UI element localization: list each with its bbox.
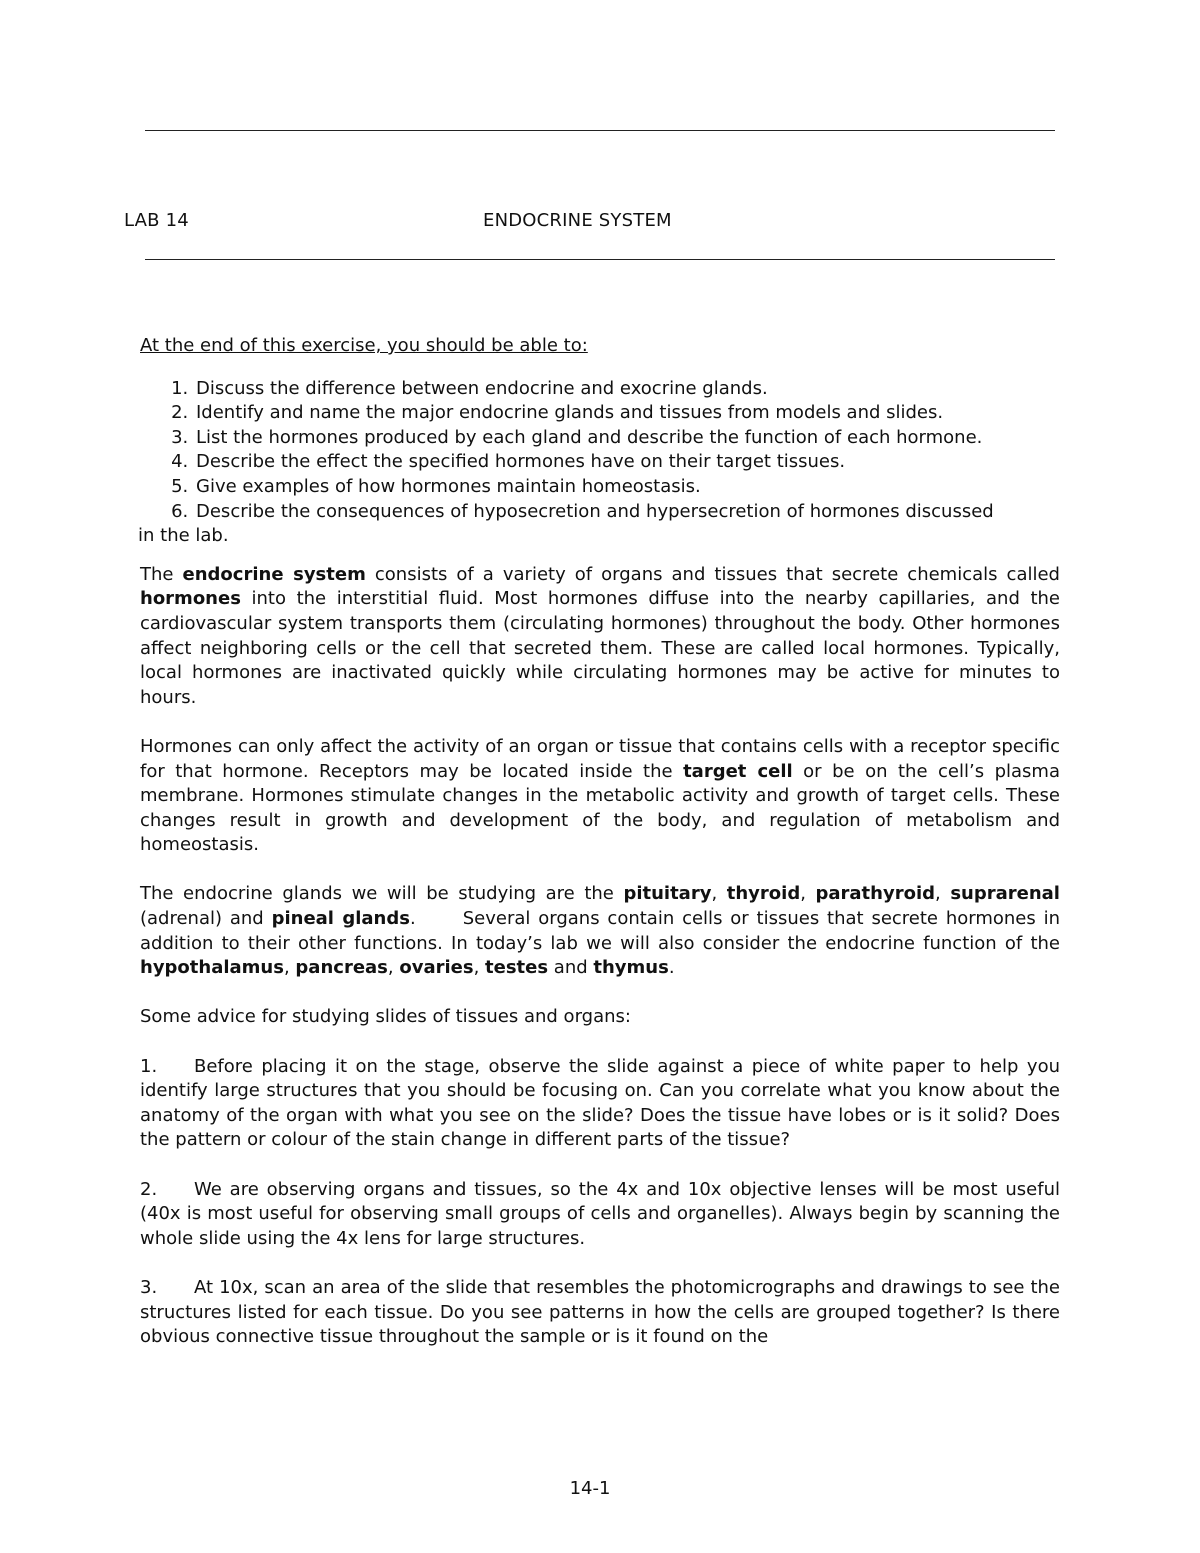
term-pineal-glands: pineal glands bbox=[271, 908, 410, 930]
text-run: , bbox=[935, 883, 951, 905]
objective-item: 4. Describe the effect the specified hormones have on their target tissues. bbox=[194, 450, 1060, 475]
text-run: or be on the cell’s plasma membrane. Hormones stimulate changes in the metabolic activity and growth of target cells. These changes result in growth and development of the body, and regulation of metabolism and homeostasis. bbox=[140, 760, 1060, 856]
text-run: into the interstitial fluid. Most hormones diffuse into the nearby capillaries, and the cardiovascular system transports them (circulating hormones) throughout the body. Other hormones affect neighboring cells or the cell that secreted them. These are called local hormones. Typically, local hormones are inactivated quickly while circulating hormones may be active for minutes to hours. bbox=[140, 588, 1060, 708]
text-run: . Several organs contain cells or tissues that secrete hormones in addition to their other functions. In today’s lab we will also consider the endocrine function of the bbox=[140, 908, 1066, 954]
advice-text: At 10x, scan an area of the slide that resembles the photomicrographs and drawings to see the structures listed for each tissue. Do you see patterns in how the cells are grouped together? Is there obvious connective tissue throughout the sample or is it found on the bbox=[140, 1276, 1060, 1348]
term-hypothalamus: hypothalamus bbox=[140, 957, 284, 979]
page-number: 14-1 bbox=[569, 1478, 611, 1499]
objective-item: 6. Describe the consequences of hyposecretion and hypersecretion of hormones discussed bbox=[194, 500, 1060, 525]
advice-text: We are observing organs and tissues, so the 4x and 10x objective lenses will be most useful (40x is most useful for observing small groups of cells and organelles). Always begin by scanning the whole slide using the 4x lens for large structures. bbox=[140, 1178, 1060, 1249]
term-pituitary: pituitary bbox=[623, 883, 712, 905]
advice-item bbox=[140, 1276, 1060, 1350]
objective-item: 3. List the hormones produced by each gland and describe the function of each hormone. bbox=[194, 426, 1060, 451]
text-run: , bbox=[711, 883, 727, 905]
term-pancreas: pancreas bbox=[295, 957, 388, 979]
top-rule bbox=[145, 130, 1055, 131]
text-run: (adrenal) and bbox=[140, 908, 272, 930]
paragraph-target-cells bbox=[140, 735, 1060, 858]
term-thyroid: thyroid bbox=[726, 883, 801, 905]
document-body bbox=[138, 334, 1066, 1350]
objectives-heading: At the end of this exercise, you should be able to: bbox=[140, 335, 588, 356]
objective-item: 5. Give examples of how hormones maintain homeostasis. bbox=[194, 475, 1060, 500]
text-run: , bbox=[473, 957, 486, 979]
term-target-cell: target cell bbox=[683, 760, 793, 782]
term-endocrine-system: endocrine system bbox=[182, 563, 366, 585]
paragraph-endocrine-system bbox=[140, 563, 1060, 711]
bottom-rule bbox=[145, 259, 1055, 260]
text-run: consists of a variety of organs and tissues that secrete chemicals called bbox=[365, 563, 1060, 585]
term-parathyroid: parathyroid bbox=[815, 883, 936, 905]
term-ovaries: ovaries bbox=[399, 957, 474, 979]
text-run: , bbox=[800, 883, 816, 905]
term-thymus: thymus bbox=[593, 957, 669, 979]
term-suprarenal: suprarenal bbox=[950, 883, 1060, 905]
advice-text: Before placing it on the stage, observe the slide against a piece of white paper to help you identify large structures that you should be focusing on. Can you correlate what you know about the anatomy of the organ with what you see on the slide? Does the tissue have lobes or is it solid? Does the pattern or colour of the stain change in different parts of the tissue? bbox=[140, 1055, 1060, 1151]
advice-number: 3. bbox=[140, 1276, 158, 1298]
text-run: , bbox=[387, 957, 400, 979]
advice-number: 1. bbox=[140, 1055, 158, 1077]
text-run: and bbox=[548, 957, 594, 979]
text-run: . bbox=[668, 957, 675, 979]
text-run: The bbox=[140, 563, 183, 585]
text-run: , bbox=[283, 957, 296, 979]
lab-title: ENDOCRINE SYSTEM bbox=[483, 210, 672, 231]
text-run: The endocrine glands we will be studying are the bbox=[140, 883, 624, 905]
objective-continuation: in the lab. bbox=[138, 525, 229, 547]
objective-item: 2. Identify and name the major endocrine glands and tissues from models and slides. bbox=[194, 401, 1060, 426]
term-testes: testes bbox=[485, 957, 549, 979]
paragraph-glands bbox=[140, 882, 1066, 980]
lab-number: LAB 14 bbox=[124, 210, 189, 231]
advice-number: 2. bbox=[140, 1178, 158, 1200]
term-hormones: hormones bbox=[140, 588, 241, 610]
advice-item bbox=[140, 1055, 1060, 1153]
advice-intro: Some advice for studying slides of tissues and organs: bbox=[140, 1006, 631, 1028]
text-run: Hormones can only affect the activity of an organ or tissue that contains cells with a receptor specific for that hormone. Receptors may be located inside the bbox=[140, 735, 1060, 782]
objectives-list bbox=[140, 377, 1060, 525]
objective-item: 1. Discuss the difference between endocrine and exocrine glands. bbox=[194, 377, 1060, 402]
advice-item bbox=[140, 1178, 1060, 1252]
